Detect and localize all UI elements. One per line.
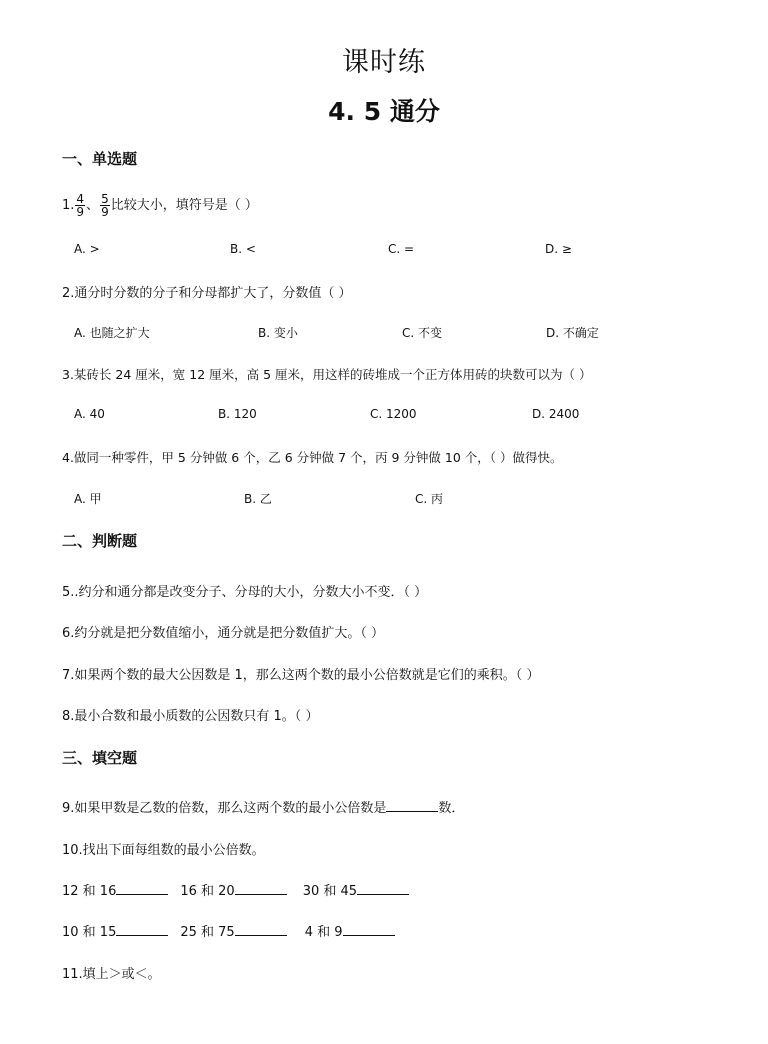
question-9-text: 9.如果甲数是乙数的倍数，那么这两个数的最小公倍数是 xyxy=(62,801,387,816)
q1-option-b: B. < xyxy=(230,242,256,256)
question-9-suffix: 数． xyxy=(438,801,465,816)
question-8: 8.最小合数和最小质数的公因数只有 1。（ ） xyxy=(62,709,319,724)
question-1-text: 比较大小，填符号是（ ） xyxy=(110,198,258,213)
q3-option-a: A. 40 xyxy=(74,407,105,421)
question-6: 6.约分就是把分数值缩小，通分就是把分数值扩大。（ ） xyxy=(62,626,385,641)
question-9 xyxy=(62,797,464,816)
question-1 xyxy=(62,193,258,218)
section-heading-true-false: 二、判断题 xyxy=(62,532,138,550)
answer-blank[interactable] xyxy=(386,800,438,812)
answer-blank[interactable] xyxy=(116,883,168,895)
pair-label: 30 和 45 xyxy=(302,884,358,899)
question-3: 3.某砖长 24 厘米，宽 12 厘米，高 5 厘米，用这样的砖堆成一个正方体用砖的块数可以为（ ） xyxy=(62,367,592,382)
section-heading-single-choice: 一、单选题 xyxy=(62,150,138,168)
answer-blank[interactable] xyxy=(235,924,287,936)
question-1-number: 1. xyxy=(62,198,75,213)
q1-option-d: D. ≥ xyxy=(545,242,572,256)
q2-option-c: C. 不变 xyxy=(402,326,443,340)
answer-blank[interactable] xyxy=(235,883,287,895)
q4-option-a: A. 甲 xyxy=(74,492,102,506)
fraction-4-9: $\frac{4}{9}$ xyxy=(76,192,85,219)
question-5: 5..约分和通分都是改变分子、分母的大小，分数大小不变．（ ） xyxy=(62,585,428,600)
answer-blank[interactable] xyxy=(343,924,395,936)
section-heading-fill-blank: 三、填空题 xyxy=(62,749,138,767)
q10-row-1 xyxy=(62,880,409,899)
answer-blank[interactable] xyxy=(357,883,409,895)
q1-option-c: C. = xyxy=(388,242,415,256)
pair-label: 25 和 75 xyxy=(180,925,235,940)
separator: 、 xyxy=(86,198,100,213)
question-10: 10.找出下面每组数的最小公倍数。 xyxy=(62,843,265,858)
pair-label: 12 和 16 xyxy=(62,884,117,899)
question-2: 2.通分时分数的分子和分母都扩大了，分数值（ ） xyxy=(62,286,352,301)
q4-option-c: C. 丙 xyxy=(415,492,444,506)
answer-blank[interactable] xyxy=(116,924,168,936)
pair-label: 10 和 15 xyxy=(62,925,117,940)
q2-option-d: D. 不确定 xyxy=(546,326,599,340)
q3-option-c: C. 1200 xyxy=(370,407,417,421)
lesson-title: 4. 5 通分 xyxy=(328,97,440,126)
q3-option-b: B. 120 xyxy=(218,407,257,421)
q10-row-2 xyxy=(62,921,395,940)
question-7: 7.如果两个数的最大公因数是 1，那么这两个数的最小公倍数就是它们的乘积。（ ） xyxy=(62,668,540,683)
q1-option-a: A. > xyxy=(74,242,100,256)
q3-option-d: D. 2400 xyxy=(532,407,580,421)
fraction-5-9: $\frac{5}{9}$ xyxy=(101,192,109,219)
question-11: 11.填上＞或＜。 xyxy=(62,967,161,982)
pair-label: 4 和 9 xyxy=(304,925,343,940)
q4-option-b: B. 乙 xyxy=(244,492,272,506)
page-title: 课时练 xyxy=(342,47,426,78)
pair-label: 16 和 20 xyxy=(180,884,235,899)
q2-option-a: A. 也随之扩大 xyxy=(74,326,150,340)
question-4: 4.做同一种零件，甲 5 分钟做 6 个，乙 6 分钟做 7 个，丙 9 分钟做 10 个，（ ）做得快。 xyxy=(62,450,563,465)
q2-option-b: B. 变小 xyxy=(258,326,298,340)
